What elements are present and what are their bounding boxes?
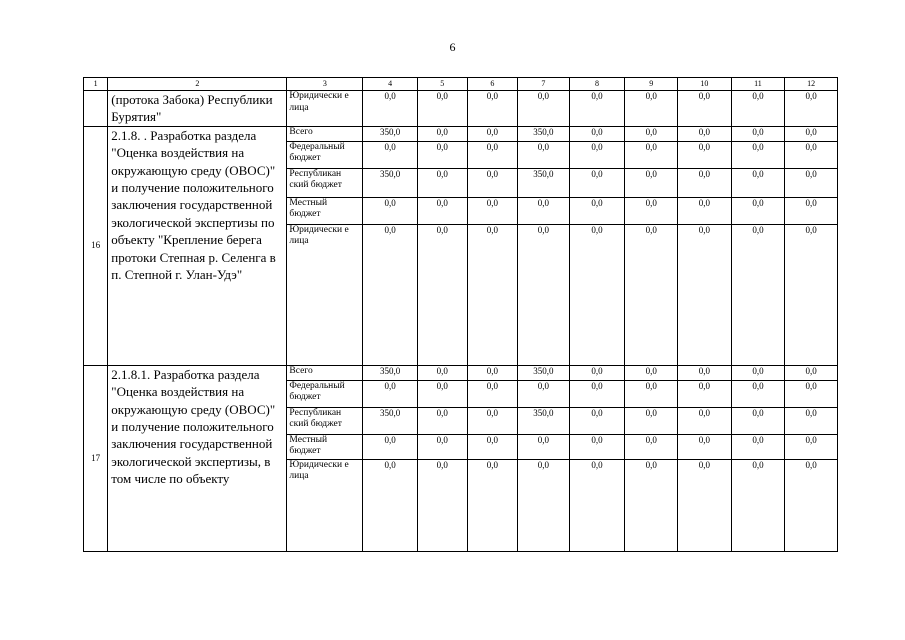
- value-cell: 0,0: [467, 141, 518, 168]
- value-cell: 0,0: [417, 407, 467, 434]
- value-cell: 0,0: [417, 434, 467, 459]
- value-cell: 350,0: [363, 407, 418, 434]
- header-row: [84, 78, 838, 91]
- value-cell: 0,0: [417, 459, 467, 551]
- funding-source: Местный бюджет: [287, 197, 363, 224]
- value-cell: 0,0: [625, 365, 678, 380]
- value-cell: 0,0: [417, 197, 467, 224]
- value-cell: 0,0: [518, 380, 570, 407]
- funding-source: Республикан ский бюджет: [287, 168, 363, 197]
- value-cell: 0,0: [569, 459, 625, 551]
- value-cell: 0,0: [678, 224, 732, 365]
- header-cell-11: 11: [731, 78, 785, 91]
- value-cell: 0,0: [678, 91, 732, 127]
- funding-source: Республикан ский бюджет: [287, 407, 363, 434]
- table-row: [84, 91, 838, 127]
- header-cell-5: 5: [417, 78, 467, 91]
- header-cell-7: 7: [518, 78, 570, 91]
- value-cell: 0,0: [785, 91, 838, 127]
- value-cell: 0,0: [467, 126, 518, 141]
- measure-name: 2.1.8. . Разработка раздела "Оценка воздействия на окружающую среду (ОВОС)" и получение положительного заключения государственной экологической экспертизы по объекту "Крепление берега протоки Степная р. Селенга в п. Степной г. Улан-Удэ": [108, 126, 287, 365]
- value-cell: 0,0: [417, 224, 467, 365]
- value-cell: 0,0: [363, 434, 418, 459]
- header-cell-8: 8: [569, 78, 625, 91]
- value-cell: 0,0: [417, 365, 467, 380]
- value-cell: 0,0: [625, 434, 678, 459]
- value-cell: 0,0: [625, 91, 678, 127]
- value-cell: 0,0: [518, 434, 570, 459]
- value-cell: 0,0: [467, 434, 518, 459]
- value-cell: 0,0: [678, 407, 732, 434]
- funding-source: Местный бюджет: [287, 434, 363, 459]
- table-row: [84, 126, 838, 141]
- value-cell: 0,0: [731, 126, 785, 141]
- value-cell: 0,0: [678, 126, 732, 141]
- value-cell: 0,0: [625, 224, 678, 365]
- value-cell: 350,0: [363, 365, 418, 380]
- value-cell: 0,0: [731, 434, 785, 459]
- value-cell: 0,0: [417, 91, 467, 127]
- value-cell: 0,0: [731, 91, 785, 127]
- value-cell: 0,0: [731, 365, 785, 380]
- table-row: [84, 365, 838, 380]
- value-cell: 0,0: [518, 197, 570, 224]
- value-cell: 0,0: [678, 197, 732, 224]
- header-cell-9: 9: [625, 78, 678, 91]
- value-cell: 0,0: [569, 407, 625, 434]
- row-number: [84, 91, 108, 127]
- value-cell: 0,0: [785, 168, 838, 197]
- value-cell: 0,0: [518, 91, 570, 127]
- value-cell: 0,0: [785, 224, 838, 365]
- value-cell: 0,0: [625, 141, 678, 168]
- value-cell: 0,0: [363, 141, 418, 168]
- funding-source: Юридически е лица: [287, 459, 363, 551]
- value-cell: 0,0: [678, 459, 732, 551]
- funding-source: Всего: [287, 365, 363, 380]
- value-cell: 0,0: [518, 224, 570, 365]
- funding-source: Юридически е лица: [287, 91, 363, 127]
- value-cell: 0,0: [785, 141, 838, 168]
- page-number: 6: [449, 40, 456, 54]
- header-cell-4: 4: [363, 78, 418, 91]
- header-cell-1: 1: [84, 78, 108, 91]
- value-cell: 0,0: [363, 459, 418, 551]
- value-cell: 0,0: [785, 434, 838, 459]
- value-cell: 0,0: [569, 224, 625, 365]
- value-cell: 0,0: [569, 168, 625, 197]
- value-cell: 0,0: [625, 126, 678, 141]
- value-cell: 350,0: [518, 126, 570, 141]
- measure-name: (протока Забока) Республики Бурятия": [108, 91, 287, 127]
- value-cell: 0,0: [731, 224, 785, 365]
- value-cell: 0,0: [569, 141, 625, 168]
- value-cell: 0,0: [467, 380, 518, 407]
- funding-source: Федеральный бюджет: [287, 380, 363, 407]
- value-cell: 0,0: [731, 380, 785, 407]
- value-cell: 0,0: [518, 141, 570, 168]
- value-cell: 350,0: [518, 407, 570, 434]
- value-cell: 0,0: [569, 91, 625, 127]
- value-cell: 0,0: [625, 459, 678, 551]
- value-cell: 0,0: [363, 91, 418, 127]
- row-number: 16: [84, 126, 108, 365]
- value-cell: 0,0: [785, 365, 838, 380]
- value-cell: 0,0: [785, 380, 838, 407]
- value-cell: 0,0: [467, 91, 518, 127]
- value-cell: 0,0: [785, 197, 838, 224]
- value-cell: 0,0: [625, 380, 678, 407]
- header-cell-12: 12: [785, 78, 838, 91]
- header-cell-10: 10: [678, 78, 732, 91]
- value-cell: 0,0: [625, 197, 678, 224]
- value-cell: 0,0: [731, 168, 785, 197]
- value-cell: 0,0: [467, 365, 518, 380]
- value-cell: 0,0: [678, 365, 732, 380]
- value-cell: 0,0: [417, 168, 467, 197]
- value-cell: 0,0: [731, 197, 785, 224]
- header-cell-6: 6: [467, 78, 518, 91]
- value-cell: 0,0: [569, 126, 625, 141]
- value-cell: 0,0: [467, 224, 518, 365]
- funding-source: Юридически е лица: [287, 224, 363, 365]
- value-cell: 350,0: [363, 126, 418, 141]
- value-cell: 0,0: [569, 197, 625, 224]
- funding-source: Федеральный бюджет: [287, 141, 363, 168]
- value-cell: 0,0: [467, 459, 518, 551]
- value-cell: 0,0: [625, 168, 678, 197]
- value-cell: 350,0: [518, 168, 570, 197]
- value-cell: 350,0: [363, 168, 418, 197]
- measure-name: 2.1.8.1. Разработка раздела "Оценка воздействия на окружающую среду (ОВОС)" и получение положительного заключения государственной экологической экспертизы, в том числе по объекту: [108, 365, 287, 551]
- value-cell: 0,0: [417, 380, 467, 407]
- value-cell: 0,0: [678, 168, 732, 197]
- value-cell: 0,0: [731, 141, 785, 168]
- value-cell: 0,0: [625, 407, 678, 434]
- funding-table: [83, 77, 838, 552]
- funding-source: Всего: [287, 126, 363, 141]
- value-cell: 0,0: [417, 126, 467, 141]
- row-number: 17: [84, 365, 108, 551]
- value-cell: 0,0: [363, 197, 418, 224]
- value-cell: 0,0: [785, 459, 838, 551]
- value-cell: 0,0: [467, 197, 518, 224]
- value-cell: 350,0: [518, 365, 570, 380]
- value-cell: 0,0: [569, 365, 625, 380]
- value-cell: 0,0: [569, 434, 625, 459]
- header-cell-3: 3: [287, 78, 363, 91]
- value-cell: 0,0: [678, 141, 732, 168]
- value-cell: 0,0: [363, 380, 418, 407]
- value-cell: 0,0: [678, 434, 732, 459]
- value-cell: 0,0: [467, 168, 518, 197]
- value-cell: 0,0: [467, 407, 518, 434]
- value-cell: 0,0: [678, 380, 732, 407]
- value-cell: 0,0: [518, 459, 570, 551]
- value-cell: 0,0: [417, 141, 467, 168]
- value-cell: 0,0: [731, 459, 785, 551]
- header-cell-2: 2: [108, 78, 287, 91]
- value-cell: 0,0: [785, 126, 838, 141]
- value-cell: 0,0: [785, 407, 838, 434]
- value-cell: 0,0: [569, 380, 625, 407]
- value-cell: 0,0: [363, 224, 418, 365]
- value-cell: 0,0: [731, 407, 785, 434]
